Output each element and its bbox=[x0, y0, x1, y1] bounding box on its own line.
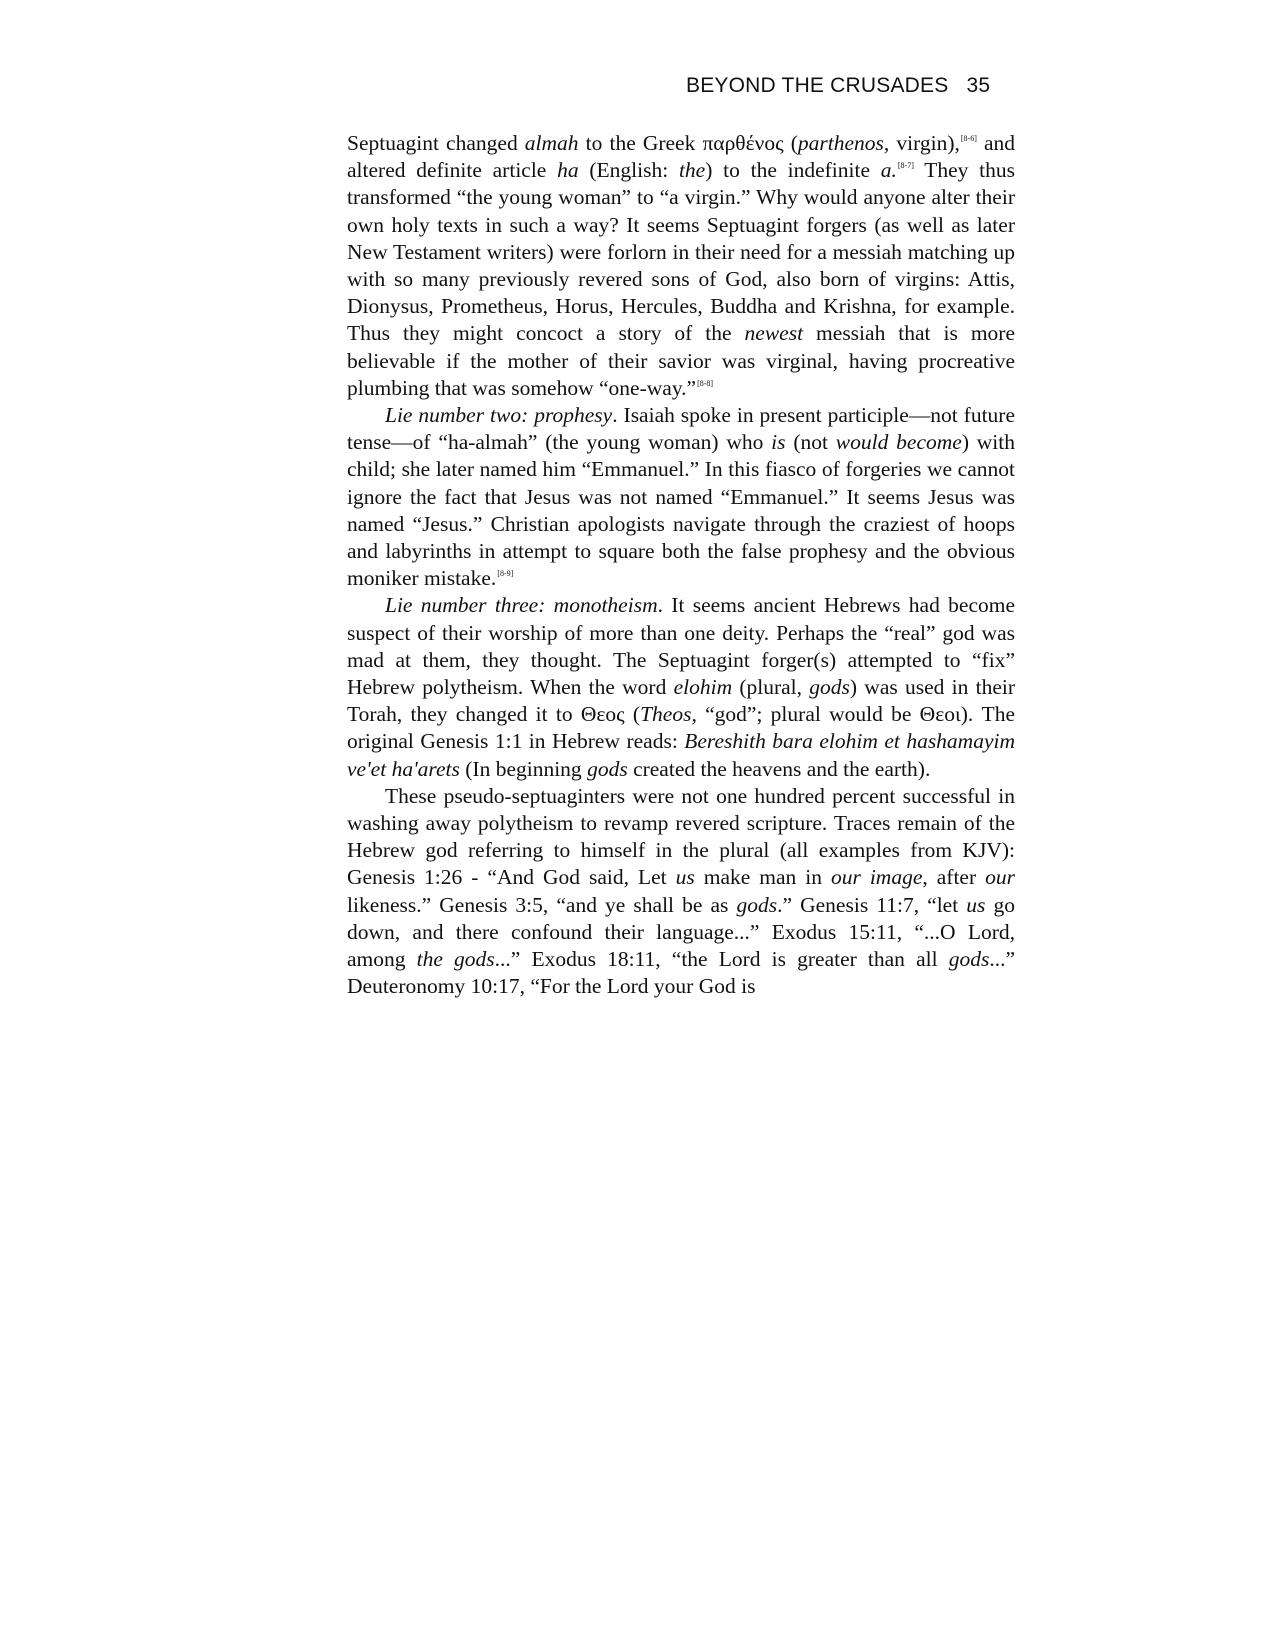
text-run: These pseudo-septuaginters were not one hundred percent successful in washing away polytheism to revamp revered scripture. Traces remain of the Hebrew god referring to himself in the plural (all examples from KJV): Genesis 1:26 - “And God said, Let bbox=[347, 783, 1015, 890]
italic-text: Theos, bbox=[640, 702, 697, 727]
italic-text: the bbox=[678, 158, 706, 183]
italic-text: our image bbox=[830, 865, 923, 890]
text-run: go down, and there confound their language...” Exodus 15:11, “...O Lord, among bbox=[347, 892, 1015, 972]
paragraph-p1 bbox=[347, 130, 1015, 402]
paragraph-p3 bbox=[347, 592, 1015, 782]
text-run: virgin), bbox=[889, 131, 960, 155]
italic-text: ha bbox=[557, 158, 579, 183]
text-run: ) with child; she later named him “Emmanuel.” In this fiasco of forgeries we cannot ignore the fact that Jesus was not named “Emmanuel.” It seems Jesus was named “Jesus.” Christian apologists navigate through the craziest of hoops and labyrinths in attempt to square both the false prophesy and the obvious moniker mistake. bbox=[347, 430, 1016, 591]
text-run: created the heavens and the earth). bbox=[627, 756, 931, 781]
italic-text: parthenos, bbox=[797, 131, 890, 155]
running-title: BEYOND THE CRUSADES bbox=[686, 74, 949, 97]
text-run: , after bbox=[922, 865, 986, 890]
italic-text: Lie number three: monotheism bbox=[385, 593, 658, 618]
italic-text: would become bbox=[835, 430, 962, 455]
italic-text: gods bbox=[948, 947, 990, 972]
text-run: make man in bbox=[694, 865, 831, 890]
italic-text: gods bbox=[736, 892, 778, 917]
text-run: ...” Exodus 18:11, “the Lord is greater than all bbox=[494, 947, 949, 972]
italic-text: gods bbox=[809, 675, 850, 700]
text-run: They thus transformed “the young woman” to “a virgin.” Why would anyone alter their own holy texts in such a way? It seems Septuagint forgers (as well as later New Testament writers) were forlorn in their need for a messiah matching up with so many previously revered sons of God, also born of virgins: Attis, Dionysus, Prometheus, Horus, Hercules, Buddha and Krishna, for example. Thus they might concoct a story of the bbox=[347, 158, 1015, 346]
text-run: to the Greek παρθένος ( bbox=[578, 131, 798, 155]
italic-text: Lie number two: prophesy bbox=[385, 403, 613, 428]
italic-text: our bbox=[985, 865, 1015, 890]
italic-text: elohim bbox=[673, 675, 733, 700]
text-run: ) to the indefinite bbox=[705, 158, 881, 183]
text-run: ) was used in their Torah, they changed it to Θεος ( bbox=[347, 675, 1015, 727]
italic-text: almah bbox=[524, 131, 579, 155]
body-text bbox=[347, 130, 1015, 1001]
text-run: Septuagint changed bbox=[347, 131, 525, 155]
footnote-ref: [8-7] bbox=[897, 161, 914, 171]
footnote-ref: [8-9] bbox=[497, 569, 514, 579]
italic-text: is bbox=[771, 430, 786, 455]
text-run: messiah that is more believable if the mother of their savior was virginal, having procreative plumbing that was somehow “one-way.” bbox=[347, 321, 1015, 400]
running-head bbox=[686, 74, 1016, 98]
paragraph-p2 bbox=[347, 402, 1015, 592]
italic-text: the gods bbox=[416, 947, 495, 972]
paragraph-p4 bbox=[347, 783, 1015, 1001]
footnote-ref: [8-8] bbox=[697, 378, 714, 388]
italic-text: newest bbox=[744, 321, 804, 346]
text-run: . Isaiah spoke in present participle—not future tense—of “ha-almah” (the young woman) who bbox=[347, 403, 1016, 455]
italic-text: us bbox=[675, 865, 695, 890]
footnote-ref: [8-6] bbox=[960, 134, 977, 143]
page-number: 35 bbox=[966, 74, 991, 97]
text-run: ...” Deuteronomy 10:17, “For the Lord your God is bbox=[347, 947, 1015, 999]
text-run: and altered definite article bbox=[347, 131, 1015, 183]
text-run: (In beginning bbox=[459, 756, 588, 781]
text-run: (not bbox=[785, 430, 836, 455]
text-run: .” Genesis 11:7, “let bbox=[777, 892, 967, 917]
text-run: “god”; plural would be Θεοι). The original Genesis 1:1 in Hebrew reads: bbox=[347, 702, 1015, 754]
italic-text: a. bbox=[880, 158, 897, 183]
italic-text: Bereshith bara elohim et hashamayim ve'et ha'arets bbox=[347, 729, 1015, 781]
text-run: . It seems ancient Hebrews had become suspect of their worship of more than one deity. Perhaps the “real” god was mad at them, they thought. The Septuagint forger(s) attempted to “fix” Hebrew polytheism. When the word bbox=[347, 593, 1015, 700]
text-run: (English: bbox=[578, 158, 679, 183]
text-run: likeness.” Genesis 3:5, “and ye shall be as bbox=[347, 892, 737, 917]
text-run: (plural, bbox=[732, 675, 810, 700]
italic-text: gods bbox=[587, 756, 628, 781]
italic-text: us bbox=[966, 892, 986, 917]
